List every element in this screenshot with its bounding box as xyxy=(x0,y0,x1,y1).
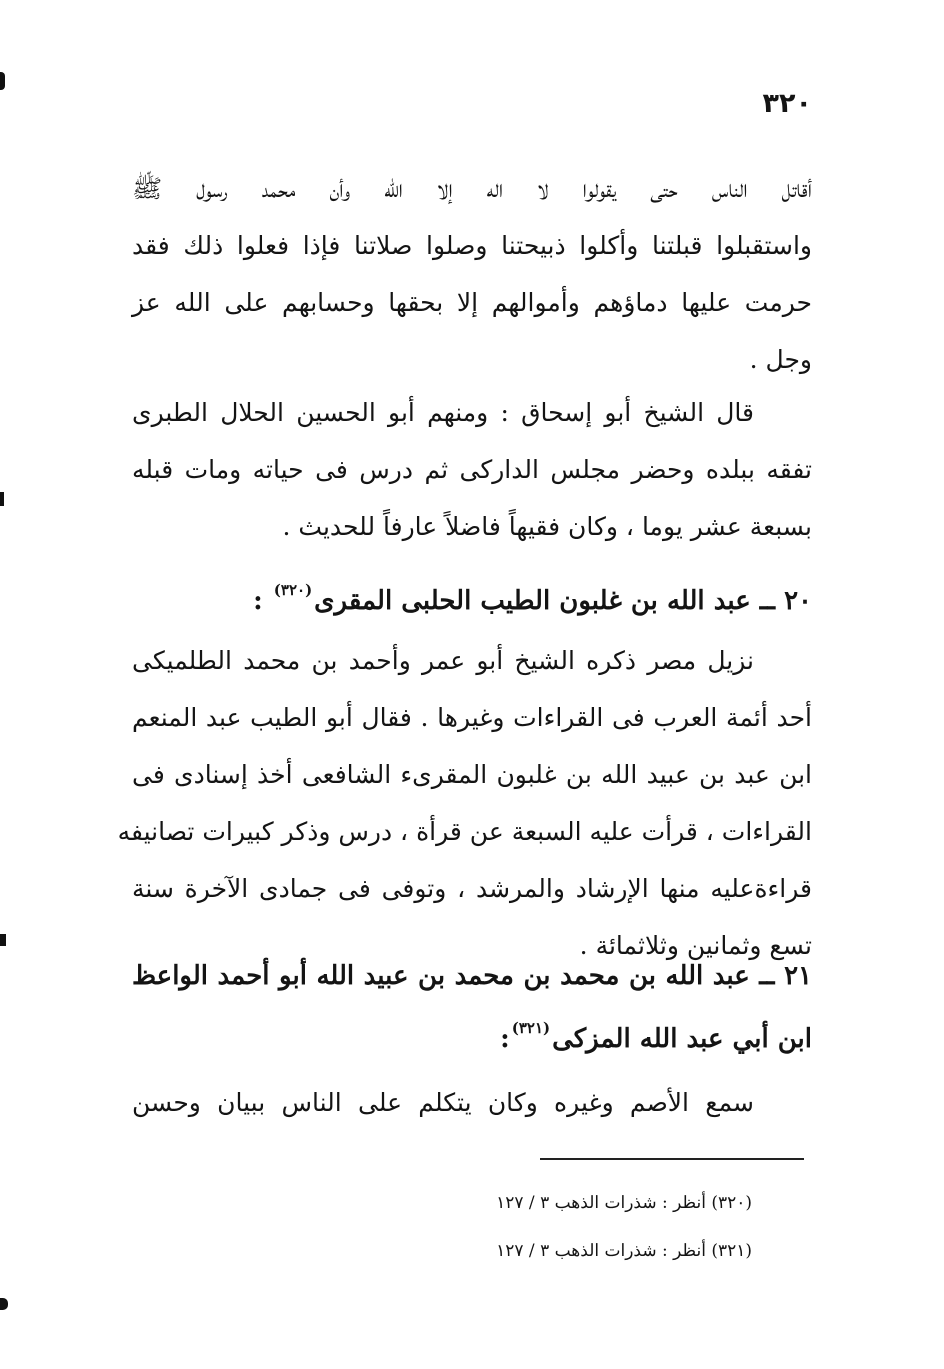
page-number: ٣٢٠ xyxy=(762,88,812,119)
scan-margin-mark xyxy=(0,934,6,946)
footnote-ref: (٣٢٠) xyxy=(273,581,313,599)
text-line: سمع الأصم وغيره وكان يتكلم على الناس ببيان وحسن xyxy=(132,1088,754,1117)
text-line: أقاتل الناس حتى يقولوا لا اله إلا الله وأن محمد رسول ﷺ xyxy=(132,174,812,203)
text-line: القراءات ، قرأت عليه السبعة عن قرأة ، درس وذكر كبيرات تصانيفه xyxy=(117,817,812,846)
text-line: قال الشيخ أبو إسحاق : ومنهم أبو الحسين الحلال الطبرى xyxy=(132,398,754,427)
paragraph-abu-ishaq xyxy=(132,384,812,555)
footnote-ref: (٣٢١) xyxy=(511,1019,551,1037)
paragraph-entry-21 xyxy=(132,1074,812,1131)
entry-heading-21 xyxy=(132,950,812,1054)
paragraph-hadith xyxy=(132,160,812,388)
scan-margin-mark xyxy=(0,492,4,506)
entry-title: ٢١ ــ عبد الله بن محمد بن محمد بن عبيد الله أبو أحمد الواعظ xyxy=(132,961,812,991)
entry-colon: : xyxy=(500,1024,510,1054)
text-line: ابن عبد بن عبيد الله بن غلبون المقرىء الشافعى أخذ إسنادى فى xyxy=(132,760,813,789)
text-line: حرمت عليها دماؤهم وأموالهم إلا بحقها وحسابهم على الله عز xyxy=(132,288,812,317)
entry-title xyxy=(132,564,812,616)
entry-title-continued xyxy=(132,1002,812,1054)
entry-title-text: ٢٠ ــ عبد الله بن غلبون الطيب الحلبى المقرى xyxy=(314,586,812,616)
text-line: نزيل مصر ذكره الشيخ أبو عمر وأحمد بن محمد الطلميكى xyxy=(132,646,754,675)
text-line: قراءةعليه منها الإرشاد والمرشد ، وتوفى فى جمادى الآخرة سنة xyxy=(132,874,812,903)
scan-margin-mark xyxy=(0,1298,8,1310)
text-line: واستقبلوا قبلتنا وأكلوا ذبيحتنا وصلوا صلاتنا فإذا فعلوا ذلك فقد xyxy=(132,231,812,260)
entry-colon: : xyxy=(253,586,263,616)
footnote-separator xyxy=(540,1158,804,1160)
text-line: بسبعة عشر يوما ، وكان فقيهاً فاضلاً عارفاً للحديث . xyxy=(282,512,812,541)
entry-title-text: ابن أبي عبد الله المزكى xyxy=(552,1024,812,1054)
text-line: تفقه ببلده وحضر مجلس الداركى ثم درس فى حياته ومات قبله xyxy=(132,455,812,484)
paragraph-entry-20 xyxy=(117,632,813,974)
footnote-320: (٣٢٠) أنظر : شذرات الذهب ٣ / ١٢٧ xyxy=(496,1193,752,1213)
entry-heading-20 xyxy=(132,564,812,616)
text-line: أحد أئمة العرب فى القراءات وغيرها . فقال أبو الطيب عبد المنعم xyxy=(132,703,812,732)
scan-margin-mark xyxy=(0,72,5,90)
text-line: تسع وثمانين وثلاثمائة . xyxy=(579,931,812,960)
footnote-321: (٣٢١) أنظر : شذرات الذهب ٣ / ١٢٧ xyxy=(496,1241,752,1261)
text-line: وجل . xyxy=(749,345,812,374)
